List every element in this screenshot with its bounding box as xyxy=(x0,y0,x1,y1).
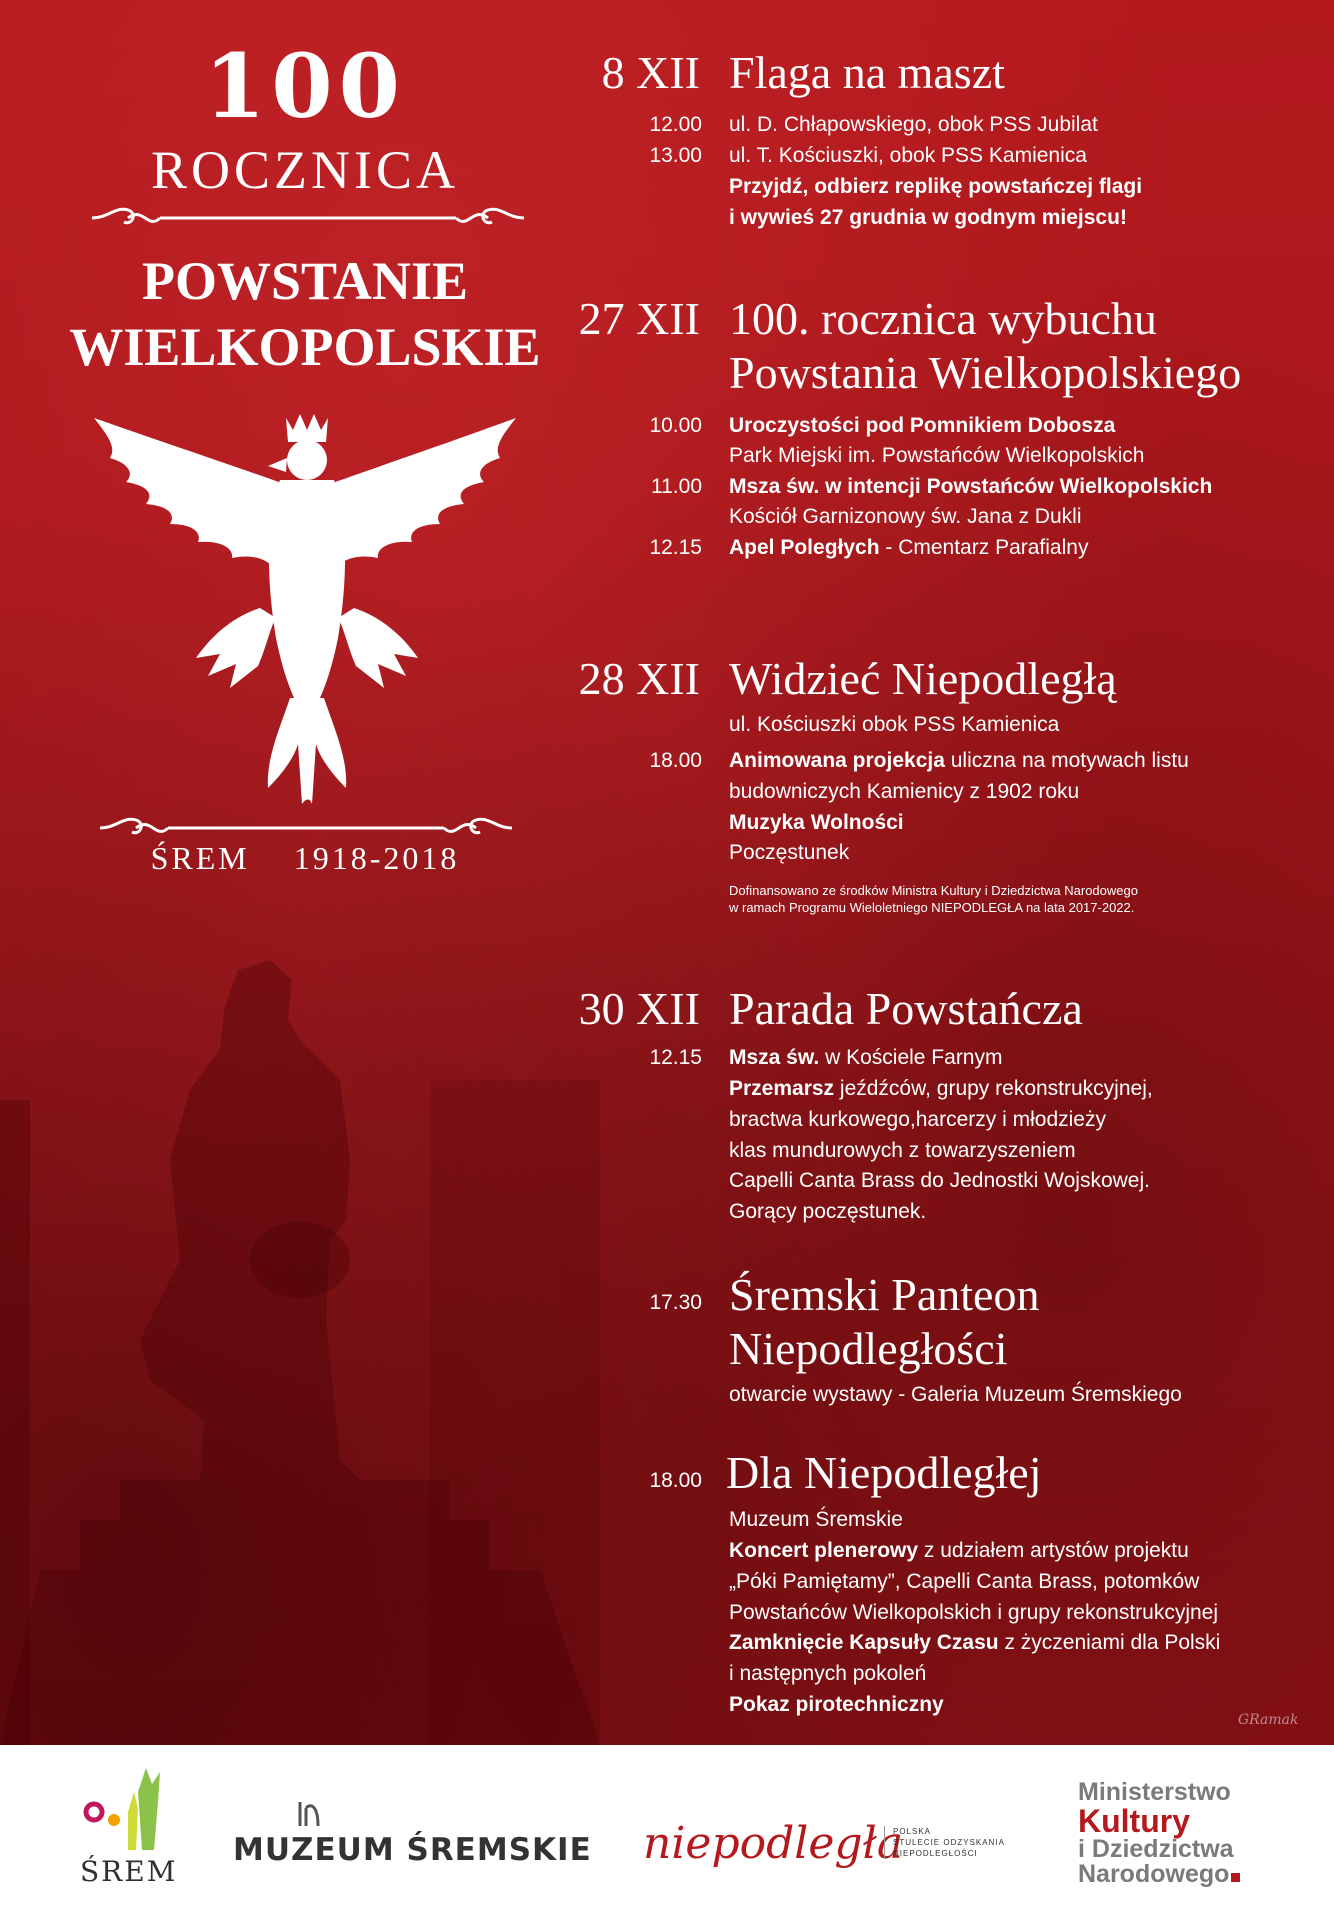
event2-time1: 10.00 xyxy=(649,414,702,437)
event4-line5: Capelli Canta Brass do Jednostki Wojskowej. xyxy=(729,1169,1150,1192)
muzeum-logo-text: MUZEUM ŚREMSKIE xyxy=(233,1832,592,1868)
artist-signature: GRamak xyxy=(1238,1712,1299,1728)
event4-line1 xyxy=(729,1043,1002,1073)
title-number: 100 xyxy=(204,34,406,138)
event4-line1-rest: w Kościele Farnym xyxy=(819,1046,1003,1069)
event2-time2: 11.00 xyxy=(651,475,702,498)
niepodlegla-logo-subtitle xyxy=(884,1826,1005,1859)
event3-line3: budowniczych Kamienicy z 1902 roku xyxy=(729,780,1080,803)
title-wielkopolskie: WIELKOPOLSKIE xyxy=(69,317,541,377)
event1-line4: i wywieś 27 grudnia w godnym miejscu! xyxy=(729,206,1127,229)
event1-time2: 13.00 xyxy=(649,144,702,167)
event5-line1: otwarcie wystawy - Galeria Muzeum Śremskiego xyxy=(729,1383,1182,1406)
title-powstanie: POWSTANIE xyxy=(141,251,469,311)
place-and-years xyxy=(0,838,610,878)
white-eagle-icon xyxy=(90,408,520,808)
years: 1918-2018 xyxy=(293,840,460,876)
event5-title-line1: Śremski Panteon xyxy=(729,1269,1040,1320)
muzeum-logo-icon xyxy=(296,1800,322,1828)
ministry-dot-icon xyxy=(1231,1873,1240,1882)
event6-line5 xyxy=(729,1628,1220,1658)
event4-time1: 12.15 xyxy=(649,1046,702,1069)
event4-line2-rest: jeźdźców, grupy rekonstrukcyjnej, xyxy=(834,1077,1153,1100)
event4-title: Parada Powstańcza xyxy=(729,983,1083,1034)
funding-note-line1: Dofinansowano ze środków Ministra Kultury i Dziedzictwa Narodowego xyxy=(729,883,1138,898)
event1-time1: 12.00 xyxy=(649,113,702,136)
event6-line2-bold: Koncert plenerowy xyxy=(729,1539,919,1562)
event2-title-line2: Powstania Wielkopolskiego xyxy=(729,347,1242,398)
event1-line3: Przyjdź, odbierz replikę powstańczej flagi xyxy=(729,175,1143,198)
event4-line2-bold: Przemarsz xyxy=(729,1077,835,1100)
event6-time: 18.00 xyxy=(649,1469,702,1492)
event2-line1: Uroczystości pod Pomnikiem Dobosza xyxy=(729,414,1116,437)
event6-line4: Powstańców Wielkopolskich i grupy rekonstrukcyjnej xyxy=(729,1601,1219,1624)
event1-line2: ul. T. Kościuszki, obok PSS Kamienica xyxy=(729,144,1087,167)
event2-title-line1: 100. rocznica wybuchu xyxy=(729,293,1157,344)
drummer-statue-icon xyxy=(0,960,620,1745)
niepodlegla-sub-line2: STULECIE ODZYSKANIA xyxy=(893,1838,1005,1847)
event1-date: 8 XII xyxy=(601,47,700,98)
event2-date: 27 XII xyxy=(578,293,700,344)
event4-date: 30 XII xyxy=(578,983,700,1034)
event2-line5-bold: Apel Poległych xyxy=(729,536,880,559)
ministry-line4: Narodowego xyxy=(1078,1860,1230,1888)
event1-line1: ul. D. Chłapowskiego, obok PSS Jubilat xyxy=(729,113,1098,136)
niepodlegla-logo: niepodległa xyxy=(643,1818,904,1869)
ministry-line4-wrap xyxy=(1078,1862,1240,1887)
event5-time: 17.30 xyxy=(649,1291,702,1314)
event6-line2-rest: z udziałem artystów projektu xyxy=(918,1539,1189,1562)
event6-line2 xyxy=(729,1536,1189,1566)
event3-line2 xyxy=(729,746,1189,776)
event4-line1-bold: Msza św. xyxy=(729,1046,820,1069)
event3-date: 28 XII xyxy=(578,653,700,704)
event2-line3: Msza św. w intencji Powstańców Wielkopolskich xyxy=(729,475,1213,498)
event2-line4: Kościół Garnizonowy św. Jana z Dukli xyxy=(729,505,1082,528)
niepodlegla-sub-line3: NIEPODLEGŁOŚCI xyxy=(893,1849,978,1858)
event2-line5 xyxy=(729,533,1088,563)
event6-line5-bold: Zamknięcie Kapsuły Czasu xyxy=(729,1631,999,1654)
event4-line6: Gorący poczęstunek. xyxy=(729,1200,927,1223)
event4-line3: bractwa kurkowego,harcerzy i młodzieży xyxy=(729,1108,1106,1131)
event3-time1: 18.00 xyxy=(649,749,702,772)
event3-line2-rest: uliczna na motywach listu xyxy=(944,749,1189,772)
event6-line6: i następnych pokoleń xyxy=(729,1662,927,1685)
event5-title-line2: Niepodległości xyxy=(729,1323,1008,1374)
ministry-line2: Kultury xyxy=(1078,1803,1190,1839)
event3-line4: Muzyka Wolności xyxy=(729,811,904,834)
event6-line3: „Póki Pamiętamy”, Capelli Canta Brass, potomków xyxy=(729,1570,1200,1593)
event4-line4: klas mundurowych z towarzyszeniem xyxy=(729,1139,1076,1162)
srem-city-logo-icon xyxy=(80,1762,170,1854)
event4-line2 xyxy=(729,1074,1153,1104)
niepodlegla-sub-line1: POLSKA xyxy=(893,1827,932,1836)
event1-title: Flaga na maszt xyxy=(729,47,1005,98)
title-rocznica: ROCZNICA xyxy=(150,140,459,200)
event6-line1: Muzeum Śremskie xyxy=(729,1508,903,1531)
event6-line7: Pokaz pirotechniczny xyxy=(729,1693,944,1716)
event6-line5-rest: z życzeniami dla Polski xyxy=(998,1631,1221,1654)
ministry-line3: i Dziedzictwa xyxy=(1078,1835,1234,1863)
event2-time3: 12.15 xyxy=(649,536,702,559)
funding-note-line2: w ramach Programu Wieloletniego NIEPODLEGŁA na lata 2017-2022. xyxy=(729,900,1135,915)
event2-line5-rest: - Cmentarz Parafialny xyxy=(879,536,1089,559)
srem-logo-text: ŚREM xyxy=(80,1855,178,1888)
place-name: ŚREM xyxy=(150,840,250,876)
event3-title: Widzieć Niepodległą xyxy=(729,653,1117,704)
event3-line5: Poczęstunek xyxy=(729,841,850,864)
ministry-line1: Ministerstwo xyxy=(1078,1778,1231,1806)
event2-line2: Park Miejski im. Powstańców Wielkopolskich xyxy=(729,444,1145,467)
ministry-logo xyxy=(1078,1780,1240,1887)
event3-line2-bold: Animowana projekcja xyxy=(729,749,945,772)
event3-line1: ul. Kościuszki obok PSS Kamienica xyxy=(729,713,1060,736)
event6-title: Dla Niepodległej xyxy=(726,1447,1042,1498)
flourish-left-icon xyxy=(88,198,528,238)
